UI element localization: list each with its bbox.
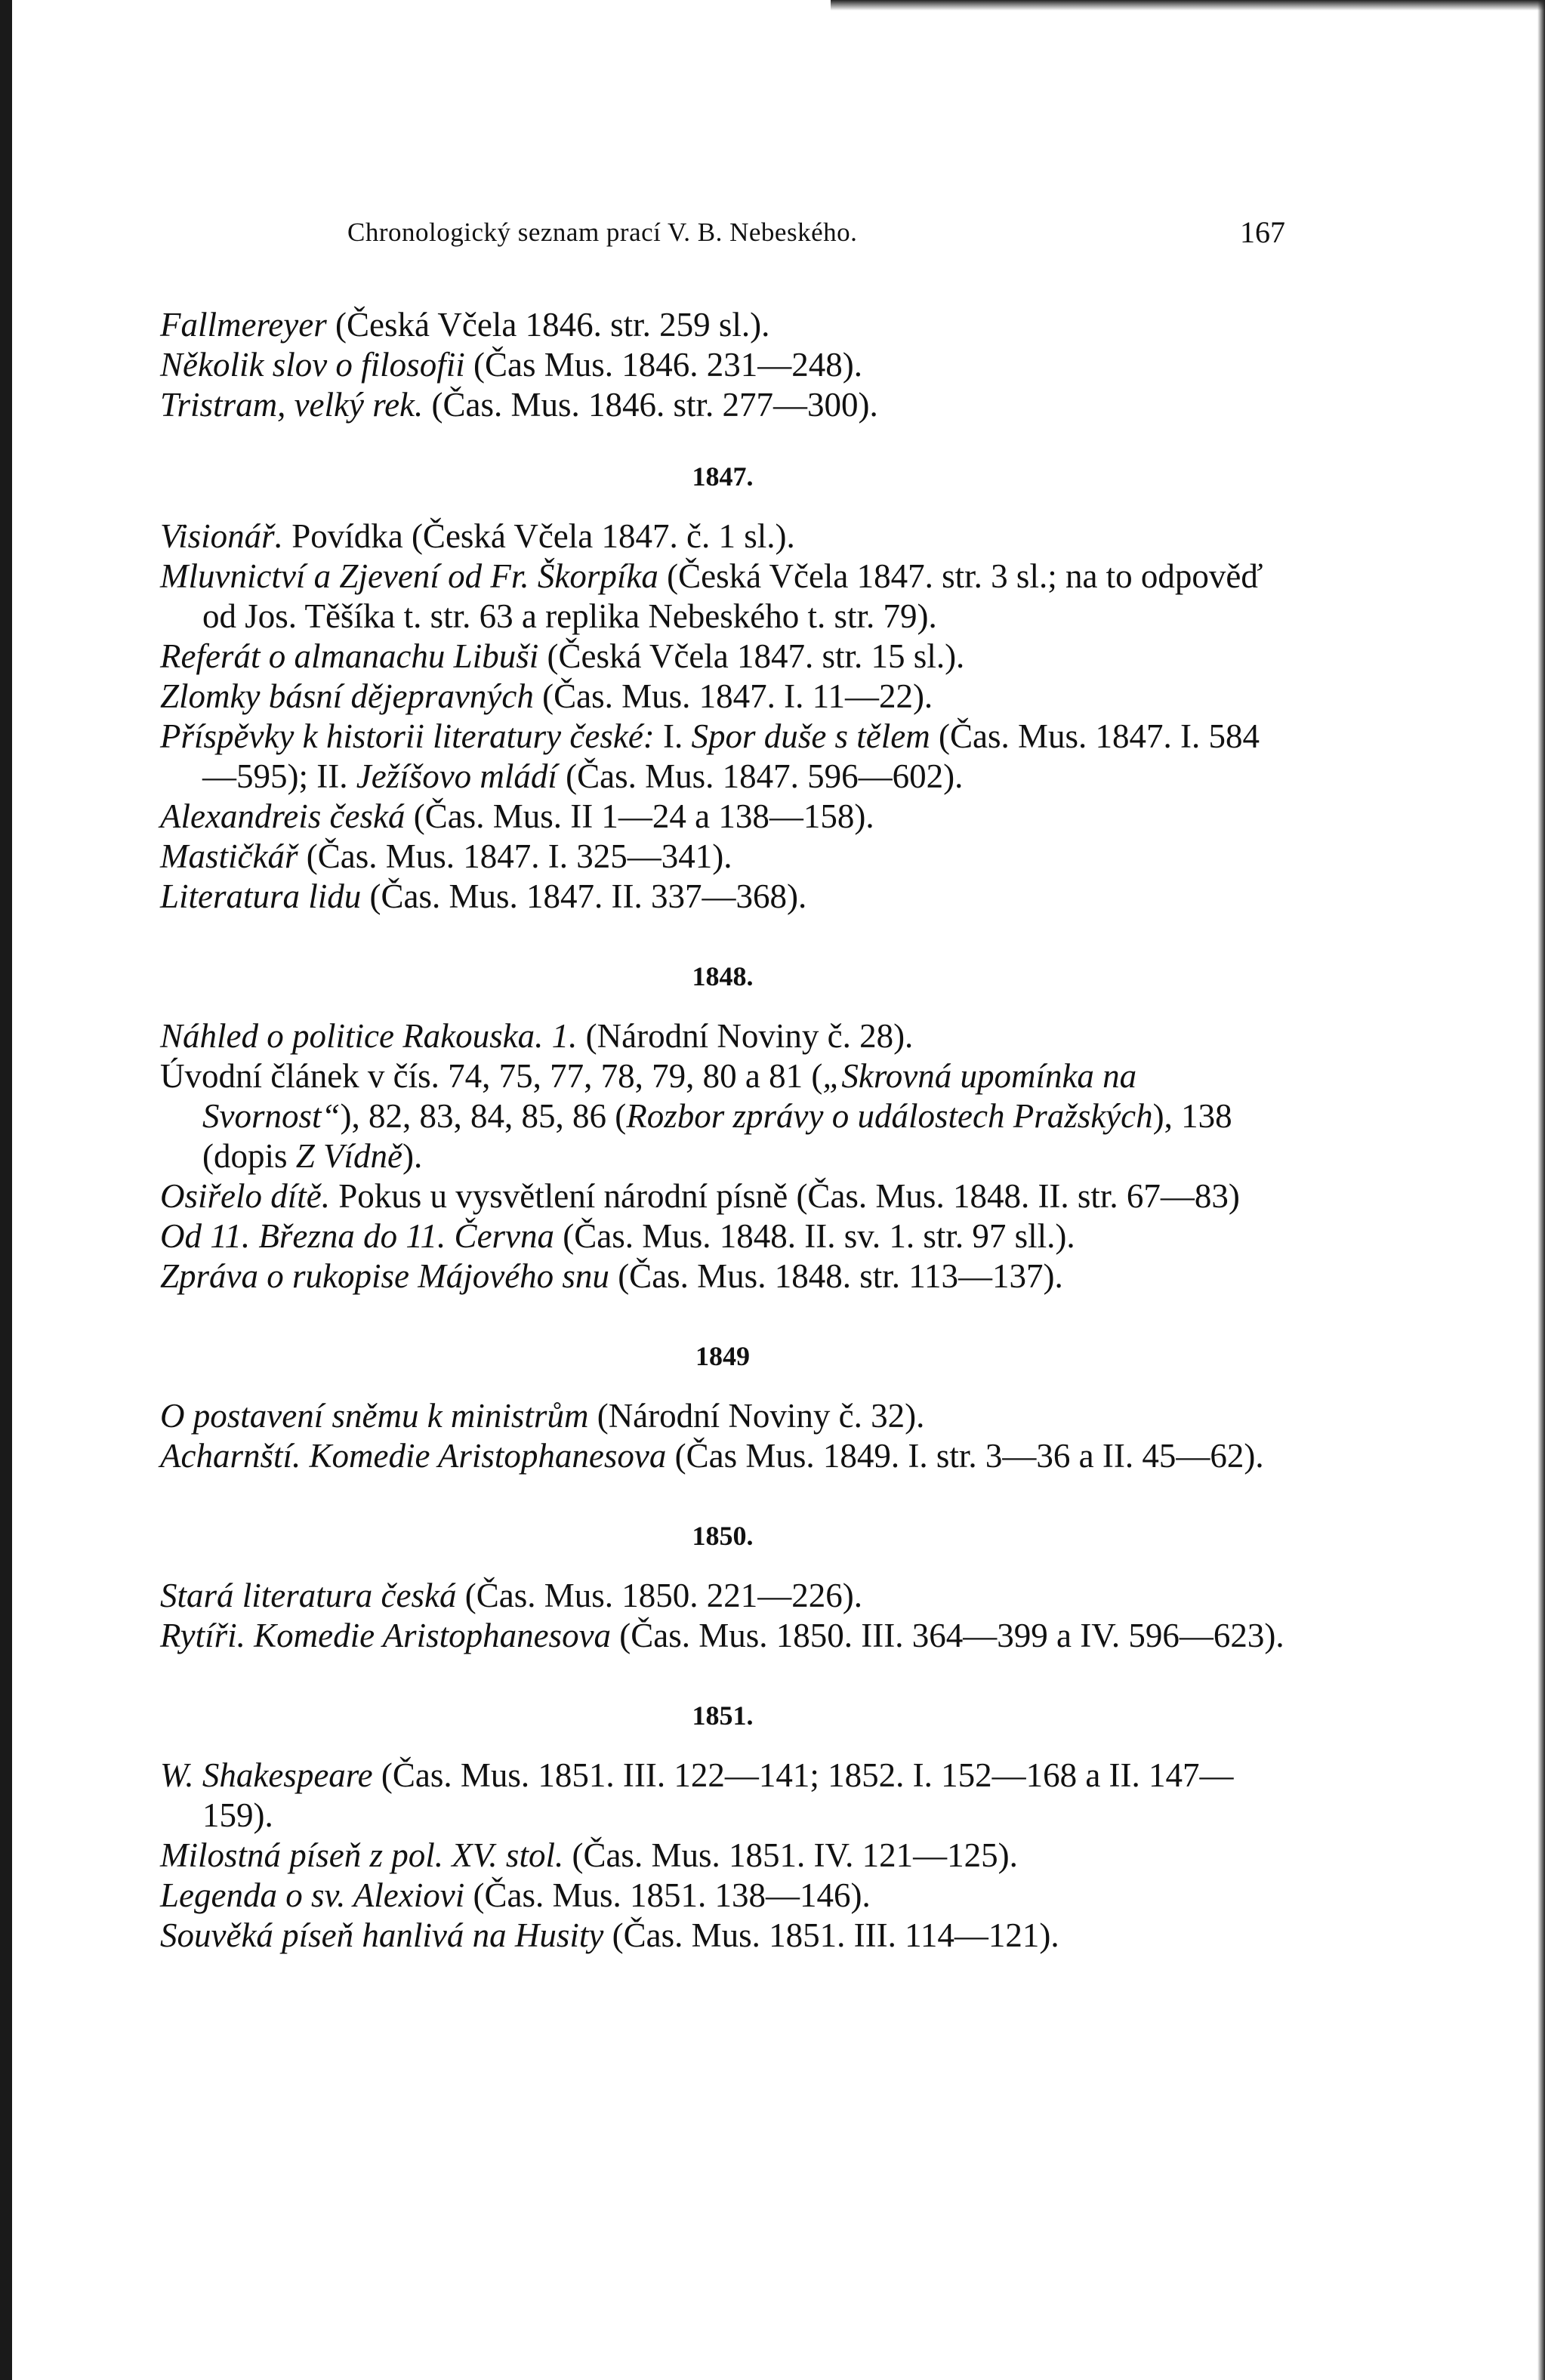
scan-edge-top <box>831 0 1545 11</box>
scan-edge-left <box>0 0 12 2380</box>
entry-lead: Úvodní článek v čís. 74, 75, 77, 78, 79, 80 a 81 ( <box>160 1057 823 1095</box>
entry <box>160 516 1285 556</box>
entry-ref: (Čas. Mus. 1847. I. 11—22). <box>533 677 933 715</box>
entry-title: Osiřelo dítě. <box>160 1177 330 1215</box>
year-heading-1848: 1848. <box>692 961 754 991</box>
entry-ref: (Čas. Mus. 1850. 221—226). <box>456 1577 862 1614</box>
entry-title: O postavení sněmu k ministrům <box>160 1397 589 1435</box>
entry-ref: (Čas Mus. 1849. I. str. 3—36 a II. 45—62). <box>666 1437 1264 1475</box>
header-title: Chronologický seznam prací V. B. Nebeského. <box>347 217 858 247</box>
entry-ref: ), 138 (dopis <box>202 1097 1232 1175</box>
entry-title: Alexandreis česká <box>160 797 406 835</box>
entry <box>160 1756 1285 1836</box>
entry-title: Tristram, velký rek. <box>160 386 424 424</box>
entry-ref: (Čas. Mus. 1848. II. sv. 1. str. 97 sll.). <box>554 1217 1075 1255</box>
entry-subtitle: Spor duše s tělem <box>691 717 930 755</box>
entry-title: Náhled o politice Rakouska. 1. <box>160 1017 578 1055</box>
year-heading-1849: 1849 <box>695 1341 750 1371</box>
entry <box>160 1176 1285 1216</box>
entry-ref: (Národní Noviny č. 32). <box>588 1397 925 1435</box>
entry <box>160 1876 1285 1916</box>
entry-ref: (Česká Včela 1847. str. 15 sl.). <box>538 637 965 675</box>
entry-title: Fallmereyer <box>160 306 327 344</box>
entry <box>160 637 1285 677</box>
year-heading-1851: 1851. <box>692 1700 754 1731</box>
running-header <box>160 213 1285 258</box>
entry-ref: (Čas. Mus. 1846. str. 277—300). <box>423 386 878 424</box>
bibliography-list <box>160 305 1285 1956</box>
entry-ref: (Čas. Mus. 1851. 138—146). <box>464 1876 871 1914</box>
entry-title: Příspěvky k historii literatury české: <box>160 717 655 755</box>
entry <box>160 877 1285 917</box>
entry-ref: (Čas. Mus. 1851. III. 114—121). <box>603 1916 1059 1954</box>
entry-subtitle: Z Vídně <box>295 1137 402 1175</box>
entry-ref: (Čas Mus. 1846. 231—248). <box>464 346 862 384</box>
entry-ref: I. <box>654 717 692 755</box>
entry-title: Visionář. <box>160 517 283 555</box>
entry-ref: (Čas. Mus. 1847. I. 325—341). <box>298 837 732 875</box>
entry-subtitle: Rozbor zprávy o událostech Pražských <box>626 1097 1153 1135</box>
entry-title: Několik slov o filosofii <box>160 346 465 384</box>
entry-title: Legenda o sv. Alexiovi <box>160 1876 465 1914</box>
entry-title: Mastičkář <box>160 837 298 875</box>
entry-ref: (Česká Včela 1846. str. 259 sl.). <box>326 306 770 344</box>
entry <box>160 385 1285 425</box>
entry-ref: ), 82, 83, 84, 85, 86 ( <box>340 1097 627 1135</box>
entry <box>160 1256 1285 1296</box>
entry-ref: (Čas. Mus. 1848. str. 113—137). <box>609 1257 1063 1295</box>
entry-title: Literatura lidu <box>160 877 362 915</box>
entry <box>160 1836 1285 1876</box>
entry-title: Stará literatura česká <box>160 1577 457 1614</box>
entry <box>160 797 1285 837</box>
entry <box>160 1916 1285 1956</box>
entry <box>160 1216 1285 1256</box>
entry <box>160 556 1285 637</box>
entry-ref: (Čas. Mus. 1851. IV. 121—125). <box>563 1836 1018 1874</box>
year-heading-1847: 1847. <box>692 461 754 492</box>
entry-title: Rytíři. Komedie Aristophanesova <box>160 1617 612 1654</box>
entry <box>160 1016 1285 1056</box>
entry-ref: ). <box>402 1137 423 1175</box>
entry-title: Milostná píseň z pol. XV. stol. <box>160 1836 564 1874</box>
entry-ref: Povídka (Česká Včela 1847. č. 1 sl.). <box>282 517 795 555</box>
entry-title: Mluvnictví a Zjevení od Fr. Škorpíka <box>160 557 658 595</box>
entry <box>160 305 1285 345</box>
page-number: 167 <box>1240 215 1285 249</box>
entry-title: „Skrovná upomínka na Svornost“ <box>202 1057 1137 1135</box>
entry-subtitle: Ježíšovo mládí <box>356 757 557 795</box>
entry-ref: (Čas. Mus. 1847. 596—602). <box>557 757 964 795</box>
entry-ref: (Česká Včela 1847. str. 3 sl.; na to odpověď od Jos. Těšíka t. str. 63 a replika Nebeského t. str. 79). <box>202 557 1263 635</box>
entry-title: Souvěká píseň hanlivá na Husity <box>160 1916 604 1954</box>
entry-title: Zpráva o rukopise Májového snu <box>160 1257 609 1295</box>
entry-ref: (Čas. Mus. 1850. III. 364—399 a IV. 596—623). <box>611 1617 1284 1654</box>
entry <box>160 837 1285 877</box>
entry-ref: (Čas. Mus. 1847. I. 584—595); II. <box>202 717 1260 795</box>
entry-ref: (Čas. Mus. 1851. III. 122—141; 1852. I. 152—168 a II. 147—159). <box>202 1756 1234 1834</box>
entry <box>160 1576 1285 1616</box>
entry <box>160 1396 1285 1436</box>
scan-edge-right <box>1537 0 1545 2380</box>
entry <box>160 1436 1285 1476</box>
entry <box>160 717 1285 797</box>
entry <box>160 677 1285 717</box>
entry-ref: Pokus u vysvětlení národní písně (Čas. Mus. 1848. II. str. 67—83) <box>329 1177 1240 1215</box>
year-heading-1850: 1850. <box>692 1521 754 1551</box>
entry-ref: (Národní Noviny č. 28). <box>577 1017 914 1055</box>
entry-ref: (Čas. Mus. 1847. II. 337—368). <box>361 877 807 915</box>
entry-title: W. Shakespeare <box>160 1756 373 1794</box>
entry-title: Od 11. Března do 11. Června <box>160 1217 555 1255</box>
entry-title: Acharnští. Komedie Aristophanesova <box>160 1437 667 1475</box>
entry <box>160 1056 1285 1176</box>
entry <box>160 345 1285 385</box>
entry-title: Zlomky básní dějepravných <box>160 677 534 715</box>
entry-title: Referát o almanachu Libuši <box>160 637 539 675</box>
entry-ref: (Čas. Mus. II 1—24 a 138—158). <box>405 797 874 835</box>
entry <box>160 1616 1285 1656</box>
